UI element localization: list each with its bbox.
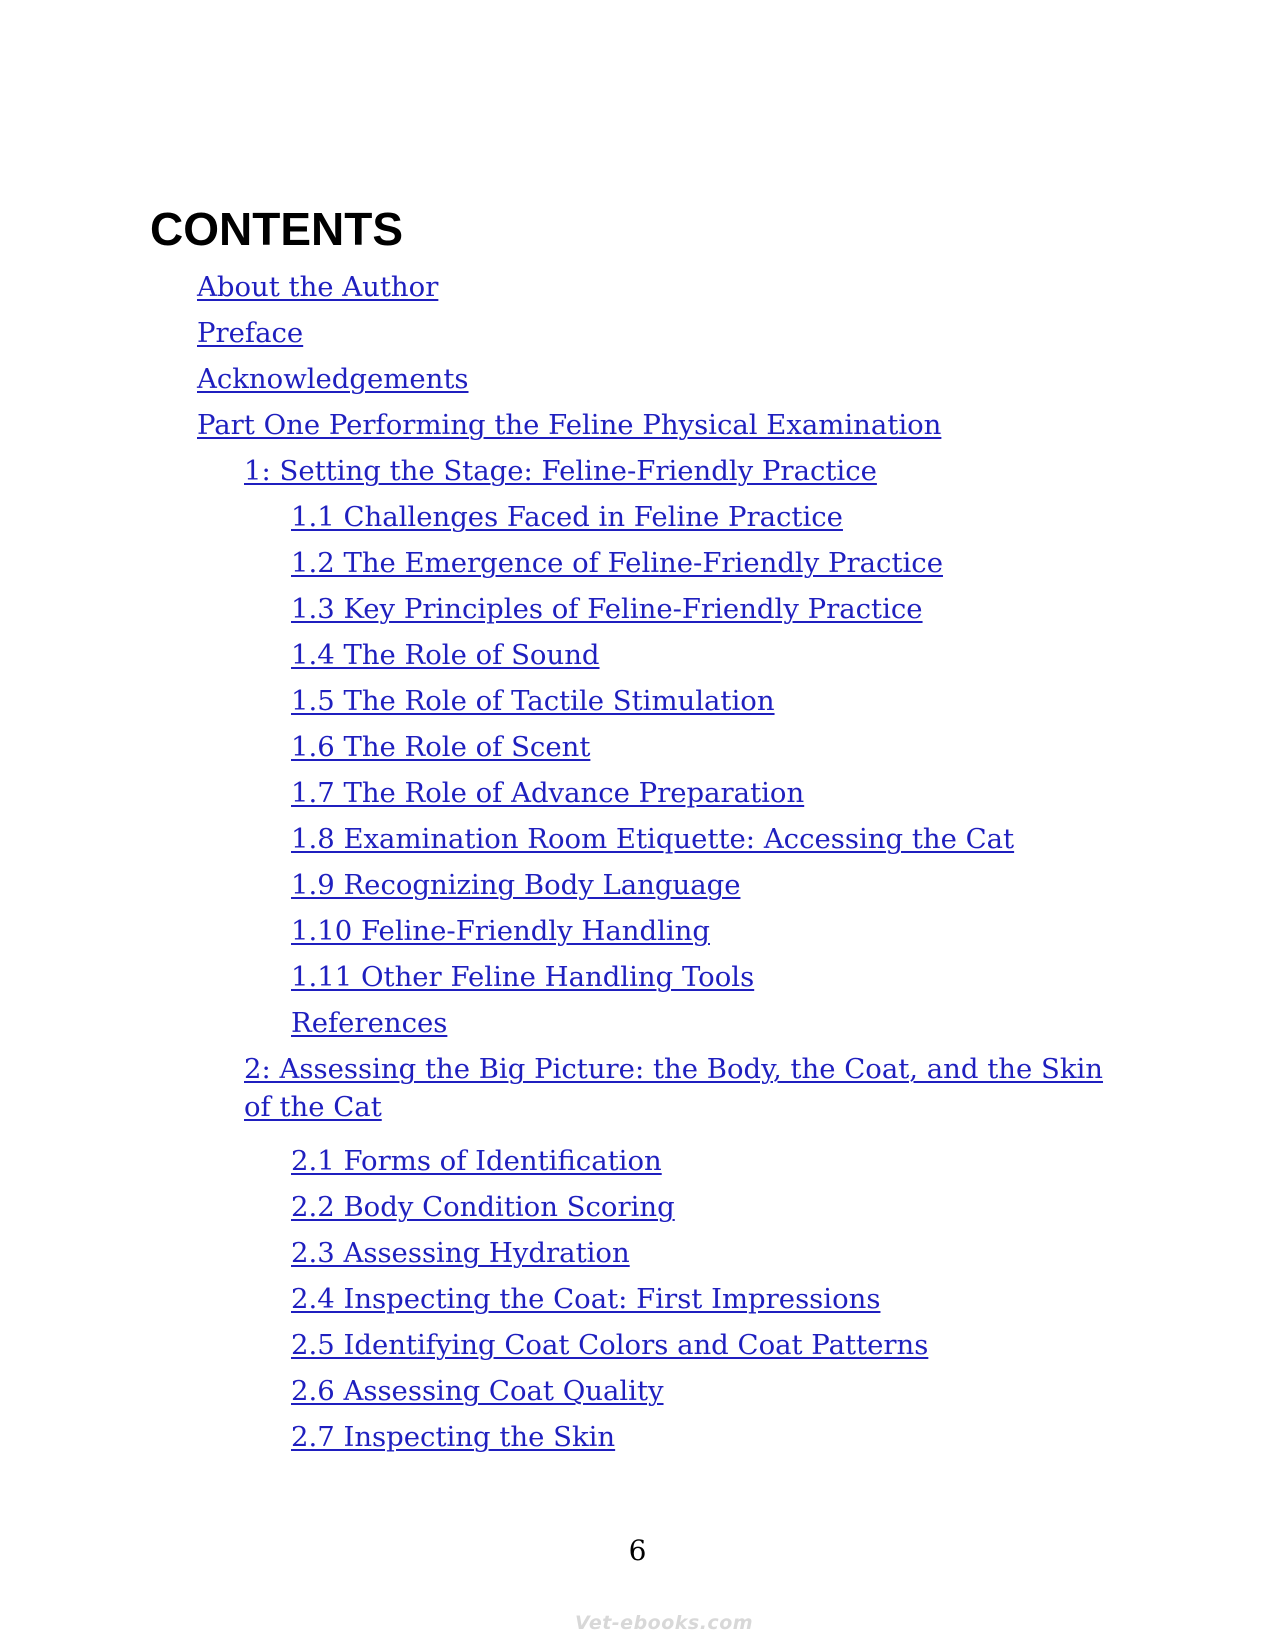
contents-heading: CONTENTS <box>150 203 403 255</box>
toc-link[interactable]: 1.1 Challenges Faced in Feline Practice <box>291 501 843 533</box>
toc-item-1-9 <box>291 866 740 904</box>
toc-link[interactable]: 2: Assessing the Big Picture: the Body, the Coat, and the Skin of the Cat <box>244 1053 1104 1123</box>
toc-item-1-5 <box>291 682 775 720</box>
toc-link[interactable]: 2.4 Inspecting the Coat: First Impressions <box>291 1283 881 1315</box>
toc-link[interactable]: Part One Performing the Feline Physical Examination <box>197 409 942 441</box>
toc-link[interactable]: 2.1 Forms of Identification <box>291 1145 662 1177</box>
toc-link[interactable]: 1: Setting the Stage: Feline-Friendly Practice <box>244 455 877 487</box>
toc-link[interactable]: 1.6 The Role of Scent <box>291 731 591 763</box>
toc-item-1-2 <box>291 544 943 582</box>
toc-item-part-one <box>197 406 941 444</box>
toc-item-2-7 <box>291 1418 615 1456</box>
toc-item-chapter-1 <box>244 452 877 490</box>
toc-item-1-8 <box>291 820 1014 858</box>
toc-link[interactable]: 1.11 Other Feline Handling Tools <box>291 961 755 993</box>
toc-link[interactable]: 2.5 Identifying Coat Colors and Coat Patterns <box>291 1329 929 1361</box>
page-number: 6 <box>628 1534 647 1567</box>
toc-link[interactable]: Acknowledgements <box>197 363 469 395</box>
toc-link[interactable]: 1.3 Key Principles of Feline-Friendly Practice <box>291 593 923 625</box>
toc-link[interactable]: 2.6 Assessing Coat Quality <box>291 1375 664 1407</box>
toc-link[interactable]: 2.7 Inspecting the Skin <box>291 1421 616 1453</box>
toc-link[interactable]: Preface <box>197 317 304 349</box>
watermark-logo: Vet-ebooks.com <box>575 1612 754 1634</box>
toc-item-2-2 <box>291 1188 675 1226</box>
toc-link[interactable]: 1.8 Examination Room Etiquette: Accessing the Cat <box>291 823 1015 855</box>
toc-link[interactable]: References <box>291 1007 448 1039</box>
toc-item-chapter-2 <box>244 1050 1104 1126</box>
toc-link[interactable]: 1.7 The Role of Advance Preparation <box>291 777 805 809</box>
toc-link[interactable]: 2.2 Body Condition Scoring <box>291 1191 675 1223</box>
toc-item-1-6 <box>291 728 590 766</box>
toc-item-acknowledgements <box>197 360 469 398</box>
toc-item-1-3 <box>291 590 923 628</box>
toc-item-2-5 <box>291 1326 928 1364</box>
toc-item-references <box>291 1004 447 1042</box>
toc-item-2-3 <box>291 1234 630 1272</box>
toc-link[interactable]: 2.3 Assessing Hydration <box>291 1237 630 1269</box>
toc-item-about-the-author <box>197 268 438 306</box>
toc-link[interactable]: 1.9 Recognizing Body Language <box>291 869 741 901</box>
toc-item-2-1 <box>291 1142 662 1180</box>
toc-link[interactable]: About the Author <box>197 271 439 303</box>
toc-item-preface <box>197 314 303 352</box>
toc-item-1-10 <box>291 912 710 950</box>
toc-item-1-1 <box>291 498 843 536</box>
toc-item-2-6 <box>291 1372 664 1410</box>
toc-link[interactable]: 1.2 The Emergence of Feline-Friendly Practice <box>291 547 943 579</box>
toc-link[interactable]: 1.5 The Role of Tactile Stimulation <box>291 685 775 717</box>
toc-item-1-4 <box>291 636 600 674</box>
toc-link[interactable]: 1.4 The Role of Sound <box>291 639 600 671</box>
toc-item-1-11 <box>291 958 754 996</box>
toc-link[interactable]: 1.10 Feline-Friendly Handling <box>291 915 710 947</box>
toc-item-1-7 <box>291 774 804 812</box>
toc-item-2-4 <box>291 1280 880 1318</box>
